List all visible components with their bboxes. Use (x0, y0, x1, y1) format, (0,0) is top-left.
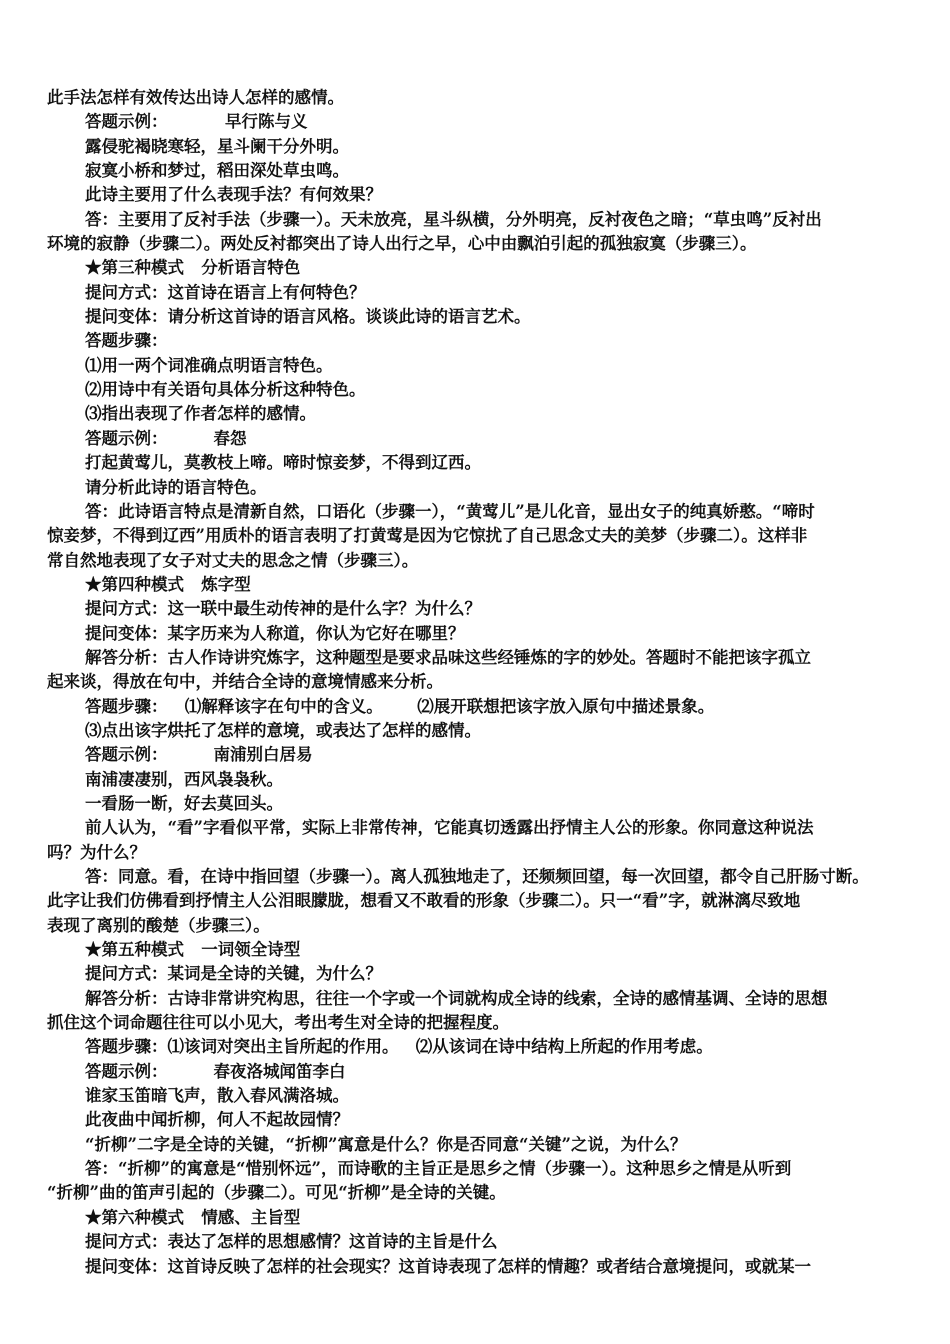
text-line: 表现了离别的酸楚（步骤三）。 (47, 915, 270, 935)
text-line: 解答分析：古诗非常讲究构思，往往一个字或一个词就构成全诗的线索，全诗的感情基调、全诗的思想 (85, 988, 828, 1008)
text-line: 打起黄莺儿，莫教枝上啼。啼时惊妾梦，不得到辽西。 (85, 453, 481, 473)
text-line: ⑴用一两个词准确点明语言特色。 (85, 355, 333, 375)
text-line: 提问变体：某字历来为人称道，你认为它好在哪里？ (85, 623, 465, 643)
text-line: 提问方式：这首诗在语言上有何特色？ (85, 282, 366, 302)
text-line: 抓住这个词命题往往可以小见大，考出考生对全诗的把握程度。 (47, 1013, 509, 1033)
text-line: ⑶点出该字烘托了怎样的意境，或表达了怎样的感情。 (85, 720, 481, 740)
text-line: 解答分析：古人作诗讲究炼字，这种题型是要求品味这些经锤炼的字的妙处。答题时不能把该字孤立 (85, 647, 811, 667)
text-line: 答题步骤：⑴该词对突出主旨所起的作用。 ⑵从该词在诗中结构上所起的作用考虑。 (85, 1037, 713, 1057)
text-line: 答题示例： 南浦别白居易 (85, 745, 313, 765)
text-line: “折柳”二字是全诗的关键，“折柳”寓意是什么？你是否同意“关键”之说，为什么？ (85, 1134, 687, 1154)
text-line: 提问方式：某词是全诗的关键，为什么？ (85, 964, 382, 984)
text-line: 答：“折柳”的寓意是“惜别怀远”，而诗歌的主旨正是思乡之情（步骤一）。这种思乡之情是从听到 (85, 1159, 792, 1179)
text-line: 起来谈，得放在句中，并结合全诗的意境情感来分析。 (47, 672, 443, 692)
text-line: 此诗主要用了什么表现手法？有何效果？ (85, 185, 382, 205)
text-line: 此夜曲中闻折柳，何人不起故园情？ (85, 1110, 349, 1130)
text-line: 答：主要用了反衬手法（步骤一）。天未放亮，星斗纵横，分外明亮，反衬夜色之暗；“草虫鸣”反衬出 (85, 209, 822, 229)
section-heading: ★第四种模式 炼字型 (85, 574, 251, 594)
text-line: 提问变体：这首诗反映了怎样的社会现实？这首诗表现了怎样的情趣？或者结合意境提问，或就某一 (85, 1256, 811, 1276)
text-line: 前人认为，“看”字看似平常，实际上非常传神，它能真切透露出抒情主人公的形象。你同意这种说法 (85, 818, 814, 838)
text-line: 提问方式：表达了怎样的思想感情？这首诗的主旨是什么 (85, 1232, 498, 1252)
section-heading: ★第六种模式 情感、主旨型 (85, 1207, 301, 1227)
text-line: 答：同意。看，在诗中指回望（步骤一）。离人孤独地走了，还频频回望，每一次回望，都令自己肝肠寸断。 (85, 867, 869, 886)
text-line: 此字让我们仿佛看到抒情主人公泪眼朦胧，想看又不敢看的形象（步骤二）。只一“看”字，就淋漓尽致地 (47, 891, 801, 911)
body-text (47, 86, 921, 1279)
section-heading: ★第五种模式 一词领全诗型 (85, 940, 301, 960)
text-line: 常自然地表现了女子对丈夫的思念之情（步骤三）。 (47, 550, 419, 570)
text-line: 吗？为什么？ (47, 842, 146, 862)
text-line: 南浦凄凄别，西风袅袅秋。 (85, 769, 283, 789)
text-line: 答题示例： 早行陈与义 (85, 112, 308, 132)
text-line: 答题步骤： ⑴解释该字在句中的含义。 ⑵展开联想把该字放入原句中描述景象。 (85, 696, 715, 716)
text-line: 惊妾梦，不得到辽西”用质朴的语言表明了打黄莺是因为它惊扰了自己思念丈夫的美梦（步骤二）。这样非 (47, 526, 808, 546)
text-line: 一看肠一断，好去莫回头。 (85, 793, 283, 813)
text-line: 此手法怎样有效传达出诗人怎样的感情。 (47, 88, 344, 107)
text-line: 提问变体：请分析这首诗的语言风格。谈谈此诗的语言艺术。 (85, 307, 531, 327)
text-line: 请分析此诗的语言特色。 (85, 477, 267, 497)
text-line: 答题步骤： (85, 331, 168, 351)
text-line: 环境的寂静（步骤二）。两处反衬都突出了诗人出行之早，心中由飘泊引起的孤独寂寞（步骤三）。 (47, 234, 757, 254)
text-line: 答题示例： 春怨 (85, 428, 247, 448)
text-line: 露侵驼褐晓寒轻，星斗阑干分外明。 (85, 136, 349, 156)
text-line: ⑵用诗中有关语句具体分析这种特色。 (85, 380, 366, 400)
text-line: ⑶指出表现了作者怎样的感情。 (85, 404, 316, 424)
text-line: 提问方式：这一联中最生动传神的是什么字？为什么？ (85, 599, 481, 619)
text-line: 答：此诗语言特点是清新自然，口语化（步骤一），“黄莺儿”是儿化音，显出女子的纯真娇憨。“啼时 (85, 501, 815, 521)
text-line: “折柳”曲的笛声引起的（步骤二）。可见“折柳”是全诗的关键。 (47, 1183, 506, 1203)
section-heading: ★第三种模式 分析语言特色 (85, 258, 301, 278)
text-line: 寂寞小桥和梦过，稻田深处草虫鸣。 (85, 161, 349, 181)
text-line: 谁家玉笛暗飞声，散入春风满洛城。 (85, 1086, 349, 1106)
text-line: 答题示例： 春夜洛城闻笛李白 (85, 1061, 346, 1081)
